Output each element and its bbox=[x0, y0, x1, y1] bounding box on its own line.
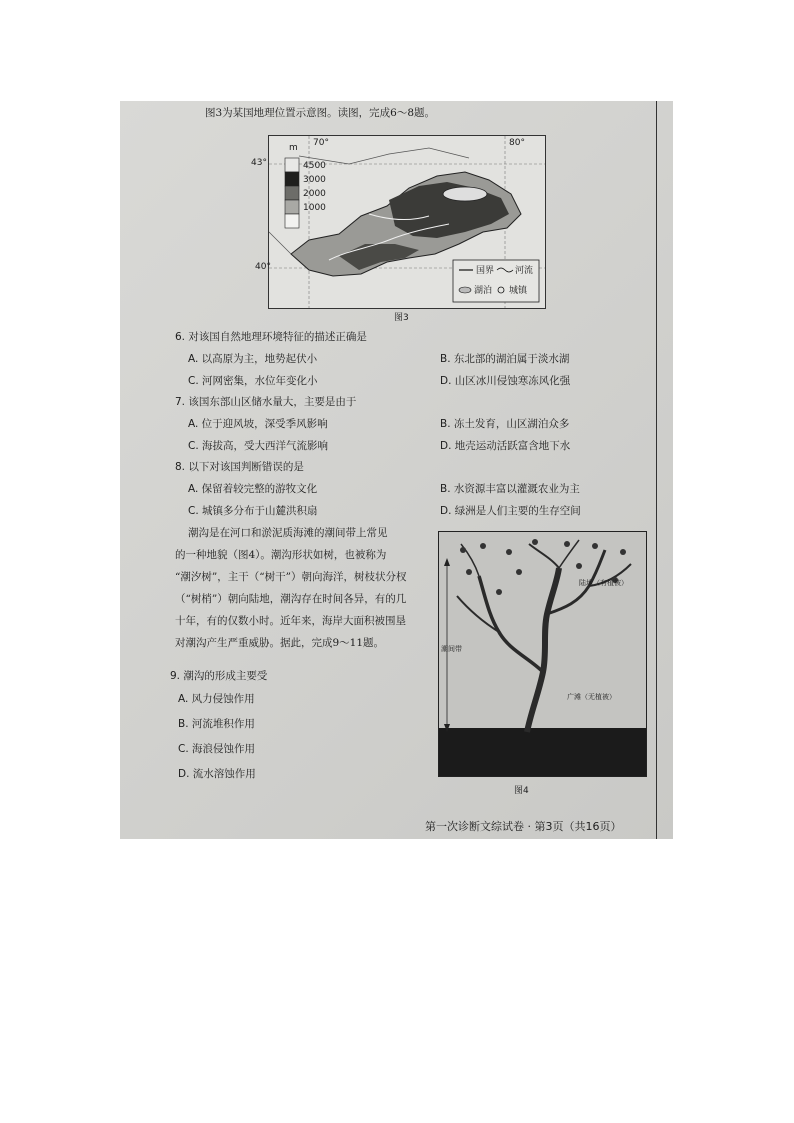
fig4-label-vertical: 潮间带 bbox=[441, 645, 462, 653]
question-7-stem: 7. 该国东部山区储水量大，主要是由于 bbox=[175, 396, 357, 408]
passage-line: 潮沟是在河口和淤泥质海滩的潮间带上常见 bbox=[188, 527, 388, 539]
q7-option-c: C. 海拔高，受大西洋气流影响 bbox=[188, 440, 329, 452]
q8-option-d: D. 绿洲是人们主要的生存空间 bbox=[440, 505, 581, 517]
fig4-label-upper: 陆地（有植被） bbox=[579, 579, 628, 587]
fig3-intro: 图3为某国地理位置示意图。读图，完成6～8题。 bbox=[205, 107, 436, 119]
q6-option-b: B. 东北部的湖泊属于淡水湖 bbox=[440, 353, 570, 365]
elevation-tick: 2000 bbox=[303, 189, 326, 199]
fig4-drawing bbox=[439, 532, 646, 776]
elevation-tick: 4500 bbox=[303, 161, 326, 171]
elevation-tick: 3000 bbox=[303, 175, 326, 185]
longitude-right: 80° bbox=[509, 138, 525, 148]
q6-option-d: D. 山区冰川侵蚀寒冻风化强 bbox=[440, 375, 571, 387]
fig4-tidal-creek-diagram bbox=[438, 531, 647, 777]
question-9-stem: 9. 潮沟的形成主要受 bbox=[170, 670, 268, 682]
q7-option-d: D. 地壳运动活跃富含地下水 bbox=[440, 440, 571, 452]
q7-option-b: B. 冻土发育，山区湖泊众多 bbox=[440, 418, 570, 430]
legend-river: 河流 bbox=[515, 266, 534, 276]
fig3-map bbox=[251, 135, 546, 309]
q7-option-a: A. 位于迎风坡，深受季风影响 bbox=[188, 418, 328, 430]
q9-option-b: B. 河流堆积作用 bbox=[178, 718, 255, 730]
passage-line: “潮汐树”，主干（“树干”）朝向海洋，树枝状分杈 bbox=[175, 571, 407, 583]
passage-line: 的一种地貌（图4）。潮沟形状如树，也被称为 bbox=[175, 549, 387, 561]
question-6-stem: 6. 对该国自然地理环境特征的描述正确是 bbox=[175, 331, 367, 343]
q9-option-a: A. 风力侵蚀作用 bbox=[178, 693, 255, 705]
longitude-left: 70° bbox=[313, 138, 329, 148]
q8-option-a: A. 保留着较完整的游牧文化 bbox=[188, 483, 318, 495]
passage-line: 十年，有的仅数小时。近年来，海岸大面积被围垦 bbox=[175, 615, 406, 627]
latitude-bottom: 40° bbox=[255, 262, 271, 272]
legend-lake: 湖泊 bbox=[474, 286, 493, 296]
fig4-caption: 图4 bbox=[514, 786, 529, 796]
legend-border: 国界 bbox=[476, 266, 495, 276]
page-footer: 第一次诊断文综试卷 · 第3页（共16页） bbox=[425, 820, 622, 833]
q9-option-d: D. 流水溶蚀作用 bbox=[178, 768, 256, 780]
fig4-label-lower: 广滩（无植被） bbox=[567, 693, 616, 701]
page-edge-shadow bbox=[656, 101, 657, 839]
question-8-stem: 8. 以下对该国判断错误的是 bbox=[175, 461, 304, 473]
q9-option-c: C. 海浪侵蚀作用 bbox=[178, 743, 256, 755]
elevation-unit: m bbox=[289, 143, 298, 153]
elevation-tick: 1000 bbox=[303, 203, 326, 213]
q6-option-c: C. 河网密集，水位年变化小 bbox=[188, 375, 318, 387]
legend-town: 城镇 bbox=[509, 286, 528, 296]
passage-line: （“树梢”）朝向陆地，潮沟存在时间各异，有的几 bbox=[175, 593, 407, 605]
scanned-page-photo bbox=[120, 101, 673, 839]
q6-option-a: A. 以高原为主，地势起伏小 bbox=[188, 353, 318, 365]
latitude-top: 43° bbox=[251, 158, 267, 168]
fig3-caption: 图3 bbox=[394, 313, 409, 323]
q8-option-c: C. 城镇多分布于山麓洪积扇 bbox=[188, 505, 318, 517]
q8-option-b: B. 水资源丰富以灌溉农业为主 bbox=[440, 483, 580, 495]
passage-line: 对潮沟产生严重威胁。据此，完成9～11题。 bbox=[175, 637, 385, 649]
